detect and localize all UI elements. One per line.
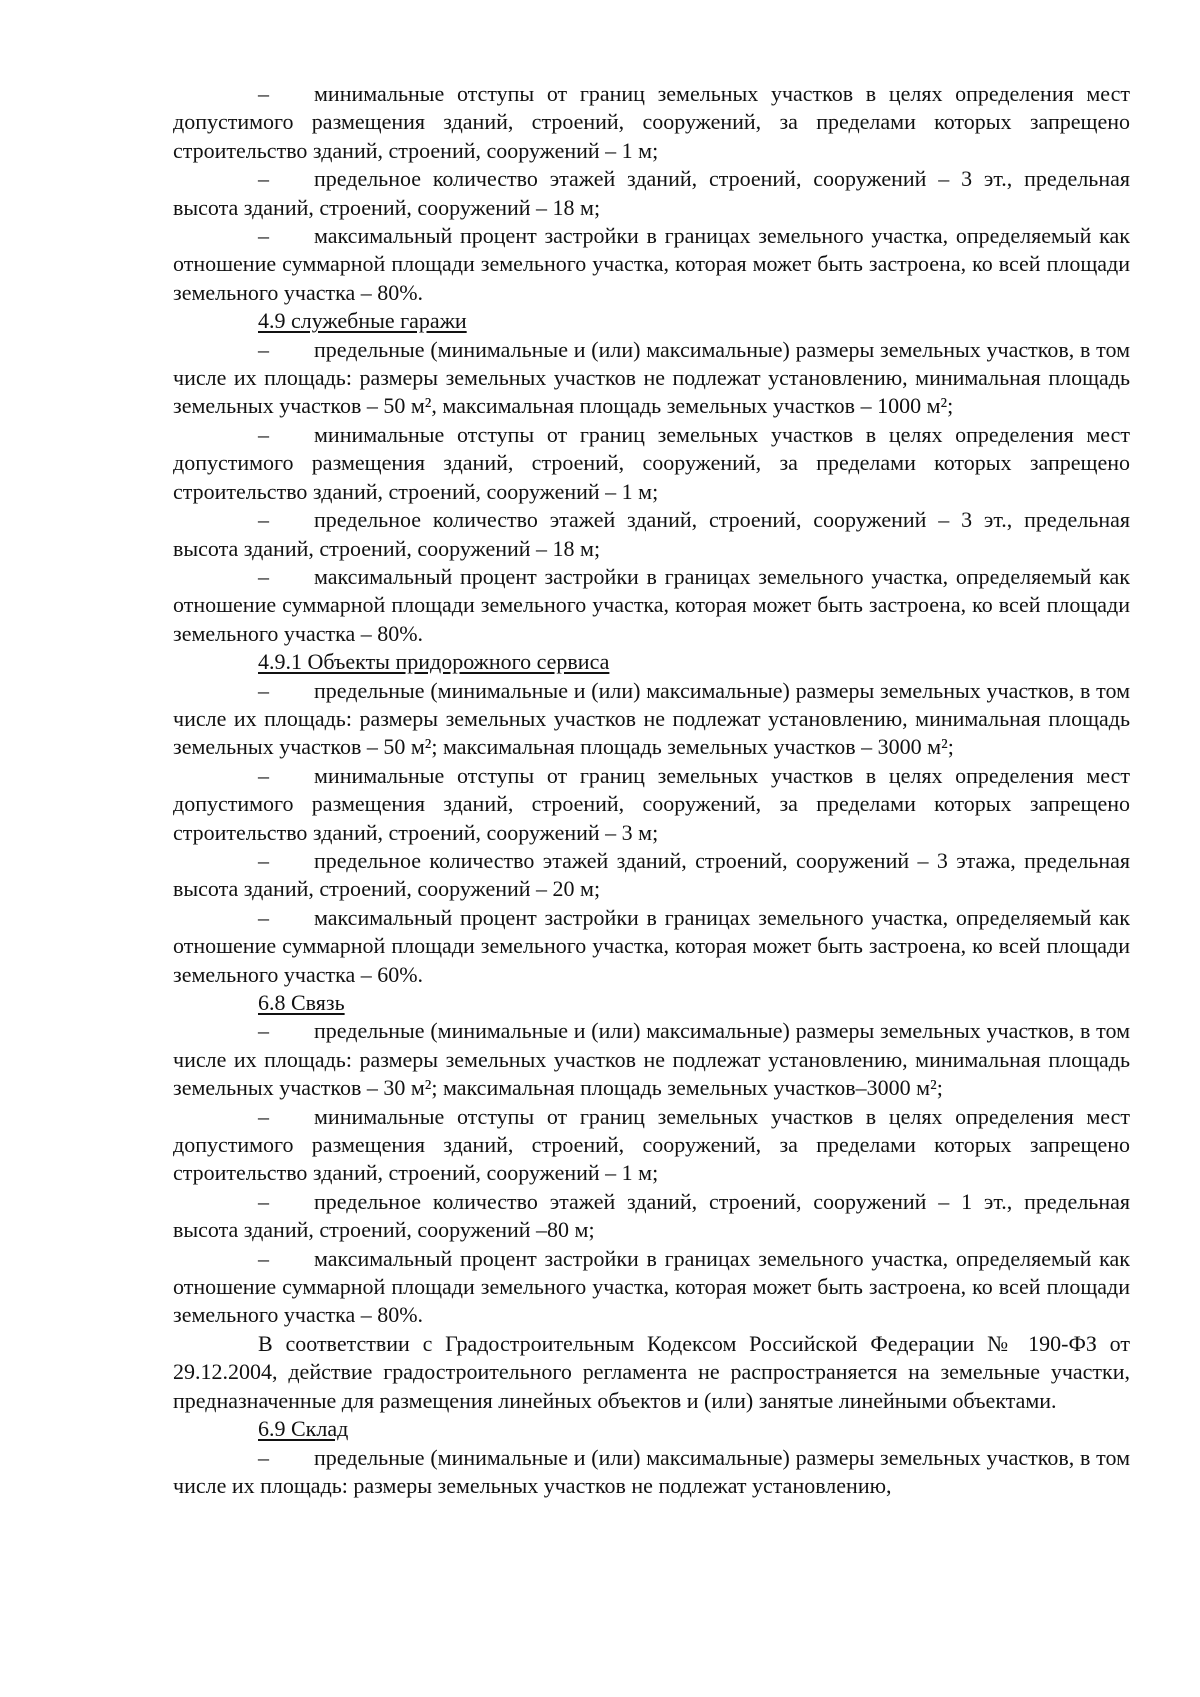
paragraph-text: максимальный процент застройки в границах земельного участка, определяемый как отношение суммарной площади земельного участка, которая может быть застроена, ко всей площади земельного участка – 80%. (173, 1245, 1130, 1328)
list-dash: – (258, 1103, 269, 1129)
paragraph-text: максимальный процент застройки в границах земельного участка, определяемый как отношение суммарной площади земельного участка, которая может быть застроена, ко всей площади земельного участка – 80%. (173, 223, 1130, 305)
list-dash: – (258, 421, 269, 447)
list-item (173, 1017, 1130, 1102)
list-dash: – (258, 166, 269, 192)
paragraph-text: предельное количество этажей зданий, строений, сооружений – 3 эт., предельная высота зданий, строений, сооружений – 18 м; (173, 166, 1130, 220)
list-item (173, 336, 1130, 421)
list-dash: – (258, 223, 269, 249)
list-item (173, 80, 1130, 165)
section-heading (173, 989, 1130, 1017)
paragraph-text: предельное количество этажей зданий, строений, сооружений – 3 эт., предельная высота зданий, строений, сооружений – 18 м; (173, 507, 1130, 561)
paragraph-text: минимальные отступы от границ земельных участков в целях определения мест допустимого размещения зданий, строений, сооружений, за пределами которых запрещено строительство зданий, строений, сооружений – 1 м; (173, 81, 1130, 163)
list-dash: – (258, 904, 269, 930)
paragraph-text: предельные (минимальные и (или) максимальные) размеры земельных участков, в том числе их площадь: размеры земельных участков не подлежат установлению, минимальная площадь земельных участков – 50 м², максимальная площадь земельных участков – 1000 м²; (173, 336, 1130, 419)
section-heading (173, 1415, 1130, 1443)
list-item (173, 563, 1130, 648)
list-item (173, 762, 1130, 847)
list-item (173, 1444, 1130, 1501)
list-item (173, 1245, 1130, 1330)
section-heading (173, 648, 1130, 676)
paragraph-text: предельное количество этажей зданий, строений, сооружений – 1 эт., предельная высота зданий, строений, сооружений –80 м; (173, 1188, 1130, 1243)
body-paragraph: В соответствии с Градостроительным Кодексом Российской Федерации № 190-ФЗ от 29.12.2004, действие градостроительного регламента не распространяется на земельные участки, предназначенные для размещения линейных объектов и (или) занятые линейными объектами. (173, 1330, 1130, 1413)
document-page (173, 80, 1130, 1500)
list-dash: – (258, 563, 269, 589)
list-dash: – (258, 677, 269, 703)
section-heading-text: 6.9 Склад (258, 1416, 349, 1442)
paragraph-text: предельное количество этажей зданий, строений, сооружений – 3 этажа, предельная высота зданий, строений, сооружений – 20 м; (173, 847, 1130, 902)
list-dash: – (258, 1018, 269, 1044)
list-item (173, 165, 1130, 222)
list-dash: – (258, 81, 269, 106)
paragraph-text: максимальный процент застройки в границах земельного участка, определяемый как отношение суммарной площади земельного участка, которая может быть застроена, ко всей площади земельного участка – 60%. (173, 904, 1130, 987)
section-heading-text: 6.8 Связь (258, 990, 345, 1015)
list-dash: – (258, 762, 269, 788)
list-dash: – (258, 1444, 269, 1470)
section-heading (173, 307, 1130, 335)
list-dash: – (258, 336, 269, 362)
list-item (173, 904, 1130, 989)
paragraph-text: минимальные отступы от границ земельных участков в целях определения мест допустимого размещения зданий, строений, сооружений, за пределами которых запрещено строительство зданий, строений, сооружений – 1 м; (173, 421, 1130, 504)
paragraph-text: минимальные отступы от границ земельных участков в целях определения мест допустимого размещения зданий, строений, сооружений, за пределами которых запрещено строительство зданий, строений, сооружений – 3 м; (173, 762, 1130, 845)
list-item (173, 1103, 1130, 1188)
list-item (173, 677, 1130, 762)
list-item (173, 421, 1130, 506)
list-item (173, 222, 1130, 307)
list-dash: – (258, 1188, 269, 1214)
list-dash: – (258, 507, 269, 533)
paragraph-text: предельные (минимальные и (или) максимальные) размеры земельных участков, в том числе их площадь: размеры земельных участков не подлежат установлению, (173, 1444, 1130, 1498)
paragraph-text: предельные (минимальные и (или) максимальные) размеры земельных участков, в том числе их площадь: размеры земельных участков не подлежат установлению, минимальная площадь земельных участков – 30 м²; максимальная площадь земельных участков–3000 м²; (173, 1018, 1130, 1101)
list-dash: – (258, 1245, 269, 1271)
paragraph-text: предельные (минимальные и (или) максимальные) размеры земельных участков, в том числе их площадь: размеры земельных участков не подлежат установлению, минимальная площадь земельных участков – 50 м²; максимальная площадь земельных участков – 3000 м²; (173, 677, 1130, 760)
list-item (173, 506, 1130, 563)
list-dash: – (258, 847, 269, 873)
paragraph-text: минимальные отступы от границ земельных участков в целях определения мест допустимого размещения зданий, строений, сооружений, за пределами которых запрещено строительство зданий, строений, сооружений – 1 м; (173, 1103, 1130, 1186)
section-heading-text: 4.9.1 Объекты придорожного сервиса (258, 649, 610, 675)
list-item (173, 847, 1130, 904)
paragraph-text: максимальный процент застройки в границах земельного участка, определяемый как отношение суммарной площади земельного участка, которая может быть застроена, ко всей площади земельного участка – 80%. (173, 563, 1130, 646)
section-heading-text: 4.9 служебные гаражи (258, 308, 467, 334)
list-item (173, 1188, 1130, 1245)
